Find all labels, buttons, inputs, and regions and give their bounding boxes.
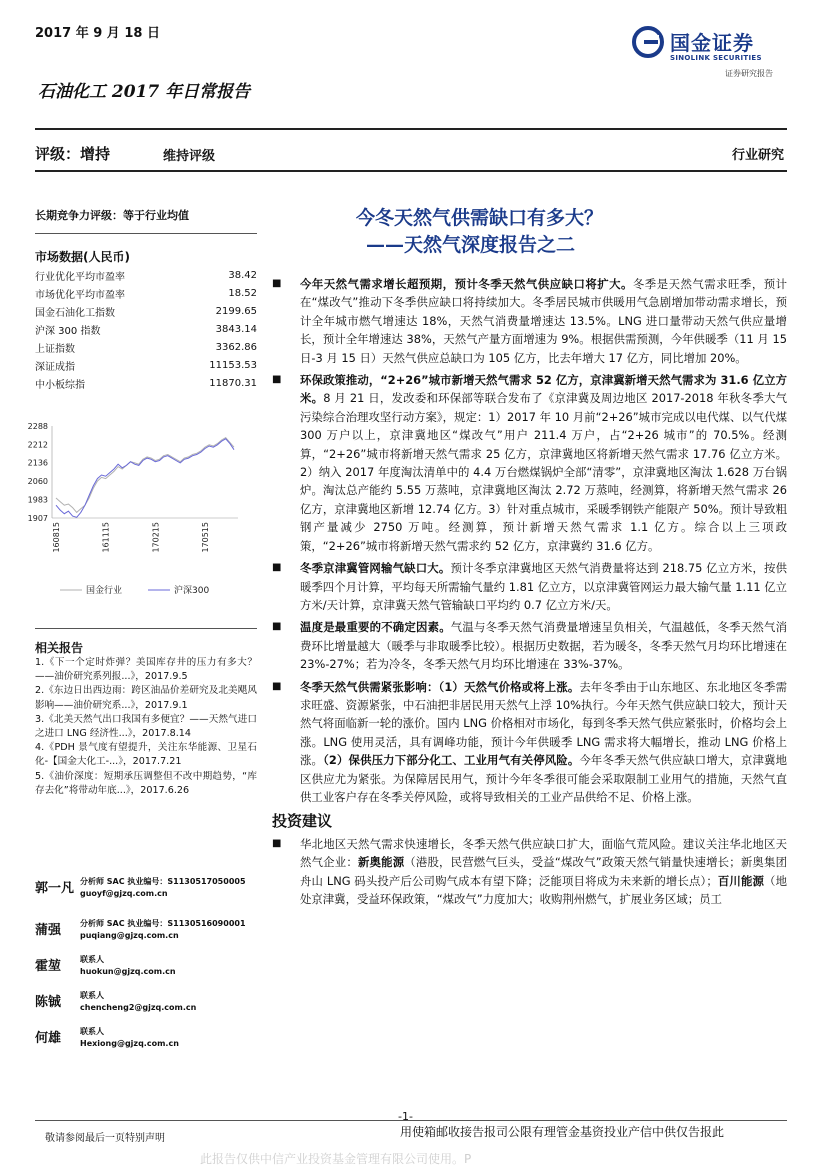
chart-x-tick-label: 161115	[101, 522, 111, 553]
related-report-item[interactable]: 2.《东边日出西边雨：跨区油品价差研究及北美飓风影响——油价研究系...》，2017.9.1	[35, 685, 257, 711]
chart-y-tick-label: 1983	[27, 495, 48, 505]
market-row	[35, 320, 257, 338]
key-point-heading-2: （2）保供压力下部分化工、工业用气有关停风险。	[323, 753, 580, 768]
key-point-text: 去年冬季由于山东地区、东北地区冬季需求旺盛、资源紧张，中石油把非居民用天然气上浮 10%执行。今年天然气供应缺口较大，预计天然气将面临新一轮的涨价。国内 LNG 价格相对市场化，每到冬季天然气供应紧张时，价格均会上涨。LNG 使用灵活，具有调峰功能，预计今年供暖季 LNG 需求将大幅增长，推动 LNG 价格上涨。	[300, 679, 787, 768]
analyst-name: 霍堃	[35, 959, 62, 974]
key-point-bullet	[272, 371, 787, 555]
key-point-text: 8 月 21 日，发改委和环保部等联合发布了《京津冀及周边地区 2017-2018 年秋冬季大气污染综合治理攻坚行动方案》，规定：1）2017 年 10 月前“2+26”城市完成以电代煤、以气代煤 300 万户以上，京津冀地区“煤改气”用户 211.4 万户，占“2+26 城市”的 70.5%。经测算，“2+26”城市将新增天然气需求 25 亿方，京津冀地区将新增天然气需求 17.76 亿立方米。2）纳入 2017 年度淘汰清单中的 4.4 万台燃煤锅炉全部“清零”，京津冀地区淘汰 1.628 万台锅炉。淘汰总产能约 5.55 万蒸吨，京津冀地区淘汰 2.72 万蒸吨，经测算，将新增天然气需求 26 亿方，京津冀地区新增 12.74 亿方。3）针对重点城市，采暖季钢铁产能限产 50%。预计导致粗钢产量减少 2750 万吨。经测算，预计新增天然气需求 1.1 亿方。综合以上三项政策，“2+26”城市将新增天然气需求约 52 亿方，京津冀约 31.6 亿方。	[300, 391, 787, 553]
analyst-info	[80, 876, 246, 900]
report-title: 石油化工 2017 年日常报告	[38, 82, 251, 102]
key-point-heading: 冬季京津冀管网输气缺口大。	[300, 561, 451, 576]
investment-text-2: （港股，民营燃气巨头，受益“煤改气”政策天然气销量快速增长；新奥集团舟山 LNG 码头投产后公司购气成本有望下降；泛能项目将成为未来新的增长点）；	[300, 855, 787, 888]
logo-subtitle: 证券研究报告	[725, 69, 773, 78]
chart-y-tick-label: 1907	[27, 514, 48, 523]
market-value: 3843.14	[215, 323, 257, 335]
analyst-credential: 联系人	[80, 955, 104, 964]
analyst-credential: 联系人	[80, 991, 104, 1000]
sinolink-logo-icon	[632, 26, 664, 58]
bullet-square-icon: ■	[272, 278, 282, 289]
rating: 评级：增持	[35, 145, 111, 163]
investment-company-1: 新奥能源	[357, 855, 405, 870]
market-label: 深证成指	[35, 361, 75, 373]
footer-disclaimer: 敬请参阅最后一页特别声明	[45, 1133, 165, 1144]
main-subtitle: ——天然气深度报告之二	[366, 234, 576, 256]
related-report-item[interactable]: 1.《下一个定时炸弹？美国库存井的压力有多大？——油价研究系列报...》，2017.9.5	[35, 657, 257, 683]
analyst-email[interactable]: huokun@gjzq.com.cn	[80, 967, 176, 976]
key-point-heading: 环保政策推动，“2+26”城市新增天然气需求 52 亿方，京津冀新增天然气需求为 31.6 亿立方米。	[300, 373, 787, 406]
investment-text-1: 华北地区天然气需求快速增长，冬季天然气供应缺口扩大，面临气荒风险。建议关注华北地区天然气企业：	[300, 836, 787, 870]
market-data-table	[35, 266, 257, 392]
market-value: 38.42	[228, 269, 257, 281]
market-label: 中小板综指	[35, 379, 85, 391]
chart-series-line-0	[56, 438, 234, 513]
related-report-item[interactable]: 5.《油价深度：短期承压调整但不改中期趋势，“库存去化”将带动年底...》，2017.6.26	[35, 770, 257, 796]
chart-y-tick-label: 2212	[27, 440, 48, 450]
chart-x-tick-label: 170515	[201, 522, 211, 553]
chart-y-tick-label: 2136	[27, 458, 48, 468]
market-value: 18.52	[228, 287, 257, 299]
market-label: 上证指数	[35, 343, 75, 355]
market-row	[35, 374, 257, 392]
main-title: 今冬天然气供需缺口有多大？	[356, 207, 604, 229]
analyst-name: 蒲强	[35, 923, 62, 938]
market-label: 市场优化平均市盈率	[35, 289, 125, 301]
key-point-bullet	[272, 275, 787, 367]
key-point-bullet	[272, 618, 787, 673]
key-point-heading: 今年天然气需求增长超预期，预计冬季天然气供应缺口将扩大。	[300, 277, 633, 291]
report-category: 行业研究	[731, 148, 784, 163]
chart-y-tick-label: 2288	[27, 422, 48, 431]
index-line-chart	[20, 410, 260, 610]
analyst-email[interactable]: chencheng2@gjzq.com.cn	[80, 1003, 197, 1012]
investment-bullet	[272, 835, 787, 909]
chart-y-tick-label: 2060	[27, 477, 48, 487]
market-row	[35, 356, 257, 374]
rating-action: 维持评级	[163, 149, 216, 164]
analyst-info	[80, 918, 246, 942]
investment-company-2: 百川能源	[717, 873, 765, 888]
key-point-text: 气温与冬季天然气消费量增速呈负相关，气温越低，冬季天然气消费环比增量越大（暖季与非取暖季比较）。根据历史数据，若为暖冬，冬季天然气月均环比增速在 23%-27%；若为冷冬，冬季天然气月均环比增速在 33%-37%。	[300, 620, 787, 672]
bullet-square-icon: ■	[272, 374, 282, 386]
header-divider	[35, 128, 787, 130]
market-value: 3362.86	[215, 341, 257, 353]
related-report-item[interactable]: 4.《PDH 景气度有望提升，关注东华能源、卫星石化-【国金大化工-...》，2017.7.21	[35, 742, 257, 768]
analyst-email[interactable]: Hexiong@gjzq.com.cn	[80, 1039, 179, 1048]
page-number: -1-	[398, 1110, 413, 1123]
bullet-square-icon: ■	[272, 680, 282, 692]
market-row	[35, 338, 257, 356]
chart-x-tick-label: 160815	[52, 522, 61, 553]
analyst-credential: 分析师 SAC 执业编号：S1130517050005	[80, 877, 246, 886]
analyst-credential: 分析师 SAC 执业编号：S1130516090001	[80, 919, 246, 928]
key-point-bullet	[272, 678, 787, 807]
bullet-square-icon: ■	[272, 621, 282, 633]
key-point-bullet	[272, 559, 787, 614]
related-report-item[interactable]: 3.《北美天然气出口我国有多便宜？——天然气进口之进口 LNG 经济性...》，2017.8.14	[35, 713, 257, 740]
sidebar-divider	[35, 233, 257, 234]
related-reports-list	[35, 656, 257, 798]
bullet-square-icon: ■	[272, 837, 282, 849]
analyst-email[interactable]: puqiang@gjzq.com.cn	[80, 931, 179, 940]
logo-text-en: SINOLINK SECURITIES	[670, 54, 762, 62]
footer-note: 用使箱邮收接告报司公限有理管金基资投业产信中供仅告报此	[400, 1125, 725, 1139]
analyst-credential: 联系人	[80, 1027, 104, 1036]
market-value: 11153.53	[209, 359, 257, 371]
key-point-heading: 温度是最重要的不确定因素。	[300, 620, 451, 635]
analyst-info	[80, 1026, 179, 1050]
investment-text-3: （地处京津冀，受益环保政策，“煤改气”力度加大；收购荆州燃气，扩展业务区域；员工	[300, 873, 787, 906]
sidebar-divider-2	[35, 628, 257, 629]
chart-x-tick-label: 170215	[151, 522, 161, 553]
market-value: 11870.31	[209, 377, 257, 389]
market-label: 国金石油化工指数	[35, 307, 115, 319]
key-point-text: 预计冬季京津冀地区天然气消费量将达到 218.75 亿立方米，按供暖季四个月计算，平均每天所需输气量约 1.81 亿立方，以京津冀管网运力最大输气量 1.11 亿立方米/天计算，京津冀天然气管输缺口平均约 0.7 亿立方米/天。	[300, 561, 787, 612]
market-label: 行业优化平均市盈率	[35, 271, 125, 283]
analyst-info	[80, 954, 176, 978]
report-date: 2017 年 9 月 18 日	[35, 26, 160, 41]
analyst-name: 何雄	[35, 1031, 62, 1046]
logo-text-cn: 国金证券	[670, 31, 754, 55]
bullet-square-icon: ■	[272, 562, 282, 574]
market-value: 2199.65	[215, 305, 257, 317]
market-row	[35, 266, 257, 284]
key-point-text-2: 今年冬季天然气供应缺口增大，京津冀地区供应尤为紧张。为保障居民用气，预计今年冬季很可能会采取限制工业用气的措施，天然气直供工业客户存在冬季关停风险，或将导致相关的工业产品供给不足、价格上涨。	[300, 753, 787, 804]
market-data-title: 市场数据(人民币)	[35, 250, 130, 264]
analyst-name: 陈铖	[35, 995, 62, 1010]
market-row	[35, 284, 257, 302]
legend-label-industry: 国金行业	[86, 586, 123, 596]
legend-label-hs300: 沪深300	[174, 586, 210, 596]
analyst-name: 郭一凡	[35, 881, 75, 896]
key-point-text: 冬季是天然气需求旺季，预计在“煤改气”推动下冬季供应缺口将持续加大。冬季居民城市供暖用气急剧增加带动需求增长，预计全年城市燃气增速达 18%，天然气消费量增速达 13.5%。LNG 进口量带动天然气供应量增长，预计全年增速达 38%，天然气产量方面增速为 9%。根据供需预测，今年供暖季（11 月 15 日-3 月 15 日）天然气供应总缺口为 105 亿方，比去年增大 17 亿方，同比增加 20%。	[300, 277, 787, 365]
related-reports-title: 相关报告	[35, 641, 84, 655]
key-point-heading: 冬季天然气供需紧张影响：（1）天然气价格或将上涨。	[300, 679, 580, 694]
watermark: 此报告仅供中信产业投资基金管理有限公司使用。P	[200, 1152, 472, 1166]
main-body	[272, 275, 787, 912]
market-label: 沪深 300 指数	[35, 325, 101, 337]
investment-title: 投资建议	[272, 812, 333, 831]
chart-series-line-1	[56, 439, 234, 518]
analyst-info	[80, 990, 196, 1014]
analyst-email[interactable]: guoyf@gjzq.com.cn	[80, 889, 168, 898]
long-term-rating: 长期竞争力评级：等于行业均值	[35, 209, 189, 222]
market-row	[35, 302, 257, 320]
header-divider-bottom	[35, 170, 787, 172]
